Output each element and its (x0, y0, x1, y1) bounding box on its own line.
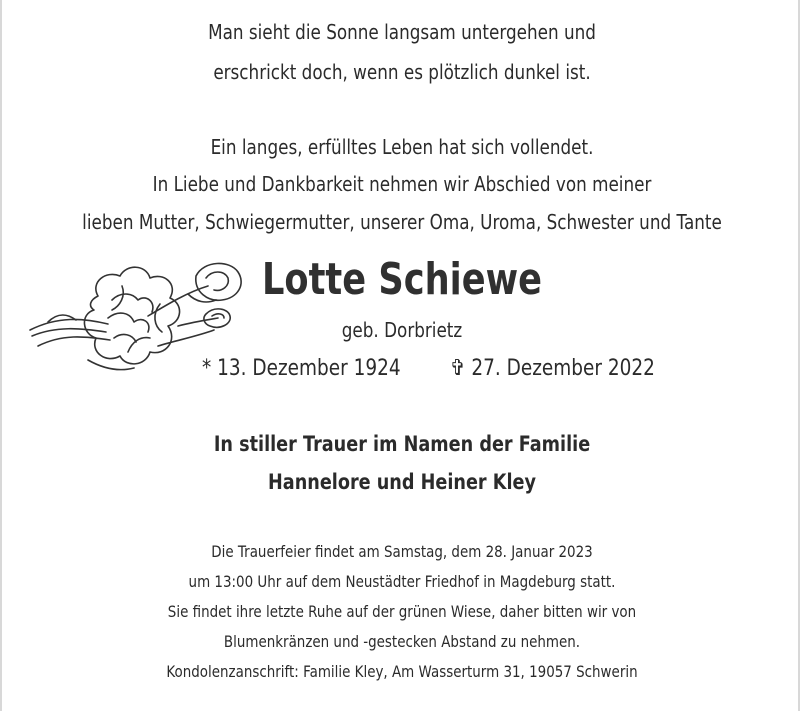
life-dates (2, 356, 800, 388)
funeral-info-line-4: Blumenkränzen und -gestecken Abstand zu nehmen. (223, 632, 581, 651)
funeral-info-line-2: um 13:00 Uhr auf dem Neustädter Friedhof in Magdeburg statt. (188, 572, 616, 591)
intro-line-3: lieben Mutter, Schwiegermutter, unserer Oma, Uroma, Schwester und Tante (82, 210, 722, 234)
cross-icon: ✞ (450, 356, 466, 381)
deceased-name: Lotte Schiewe (261, 254, 542, 305)
funeral-info-line-1: Die Trauerfeier findet am Samstag, dem 28. Januar 2023 (211, 542, 593, 561)
condolence-address: Kondolenzanschrift: Familie Kley, Am Wasserturm 31, 19057 Schwerin (166, 662, 638, 681)
poem-line-1: Man sieht die Sonne langsam untergehen und (208, 20, 596, 44)
intro-line-1: Ein langes, erfülltes Leben hat sich vollendet. (210, 135, 594, 159)
death-date-group (450, 356, 655, 381)
birth-date: * 13. Dezember 1924 (202, 356, 401, 381)
mourners-line-1: In stiller Trauer im Namen der Familie (213, 432, 591, 456)
mourners-line-2: Hannelore und Heiner Kley (268, 470, 536, 494)
birth-name: geb. Dorbrietz (341, 318, 463, 342)
funeral-info-line-3: Sie findet ihre letzte Ruhe auf der grünen Wiese, daher bitten wir von (167, 602, 637, 621)
death-date: 27. Dezember 2022 (471, 356, 655, 381)
poem-line-2: erschrickt doch, wenn es plötzlich dunkel ist. (213, 60, 591, 84)
intro-line-2: In Liebe und Dankbarkeit nehmen wir Abschied von meiner (152, 172, 652, 196)
